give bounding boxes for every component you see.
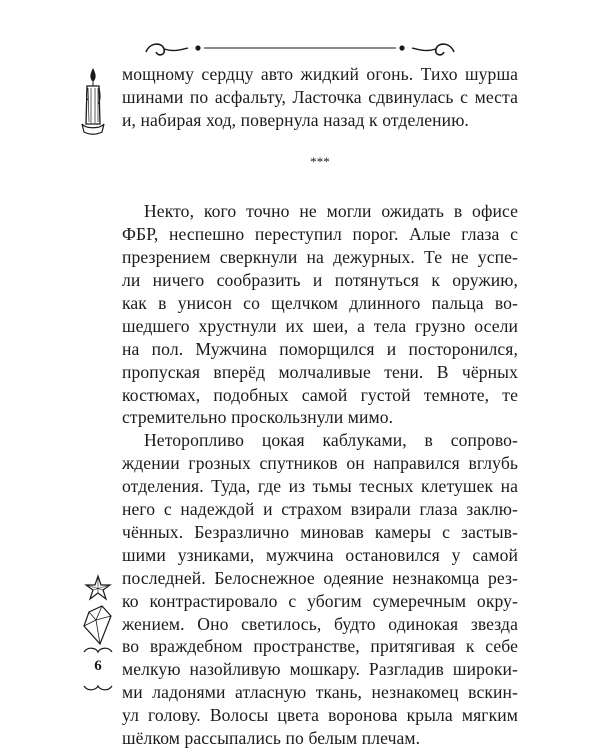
page-number: 6 bbox=[94, 658, 102, 674]
text-line: Неторопливо цокая каблуками, в сопрово- bbox=[144, 430, 518, 451]
crystal-icon bbox=[80, 604, 114, 646]
text-line: шинами по асфальту, Ласточка сдвинулась с места bbox=[122, 86, 518, 107]
text-line: мощному сердцу авто жидкий огонь. Тихо шурша bbox=[122, 64, 518, 84]
header-ornament-icon bbox=[140, 38, 460, 62]
text-line: как в унисон со щелчком длинного пальца во- bbox=[122, 293, 518, 313]
text-line: него с надеждой и страхом взирали глаза заклю- bbox=[122, 499, 518, 519]
text-line: ми ладонями атласную ткань, незнакомец вскин- bbox=[122, 682, 518, 703]
text-line: и, набирая ход, повернула назад к отделению. bbox=[122, 109, 469, 130]
page-number-block bbox=[78, 646, 118, 694]
text-line: пропуская вперёд молчаливые тени. В чёрных bbox=[122, 361, 518, 382]
candle-icon bbox=[78, 66, 108, 136]
text-line: во враждебном пространстве, притягивая к себе bbox=[122, 636, 518, 657]
text-line: Некто, кого точно не могли ожидать в офисе bbox=[144, 201, 518, 222]
text-line: мелкую назойливую мошкару. Разгладив широки- bbox=[122, 659, 518, 680]
text-line: шими узниками, мужчина остановился у самой bbox=[122, 544, 518, 565]
star-icon bbox=[84, 574, 112, 602]
section-separator: *** bbox=[310, 153, 330, 169]
text-line: презрением сверкнули на дежурных. Те не успе- bbox=[122, 247, 518, 268]
text-line: ул голову. Волосы цвета воронова крыла мягким bbox=[122, 705, 518, 726]
text-line: шёлком рассыпались по белым плечам. bbox=[122, 728, 421, 748]
text-line: жением. Оно светилось, будто одинокая звезда bbox=[122, 613, 518, 634]
text-line: чённых. Безразлично миновав камеры с застыв- bbox=[122, 521, 518, 542]
text-line: ли ничего сообразить и потянуться к оружию, bbox=[122, 270, 518, 291]
text-line: ФБР, неспешно переступил порог. Алые глаза с bbox=[122, 224, 518, 245]
text-line: на пол. Мужчина поморщился и посторонился, bbox=[122, 338, 518, 359]
text-line: стремительно проскользнули мимо. bbox=[122, 407, 394, 428]
text-line: последней. Белоснежное одеяние незнакомца рез- bbox=[122, 567, 518, 588]
text-line: шедшего хрустнули их шеи, а тела грузно осели bbox=[122, 315, 518, 336]
text-line: костюмах, подобных самой густой темноте, те bbox=[122, 384, 518, 405]
text-line: ко контрастировало с убогим сумеречным окру- bbox=[122, 590, 518, 611]
text-line: отделения. Туда, где из тьмы тесных клетушек на bbox=[122, 476, 518, 497]
text-line: ждении грозных спутников он направился вглубь bbox=[122, 453, 518, 474]
